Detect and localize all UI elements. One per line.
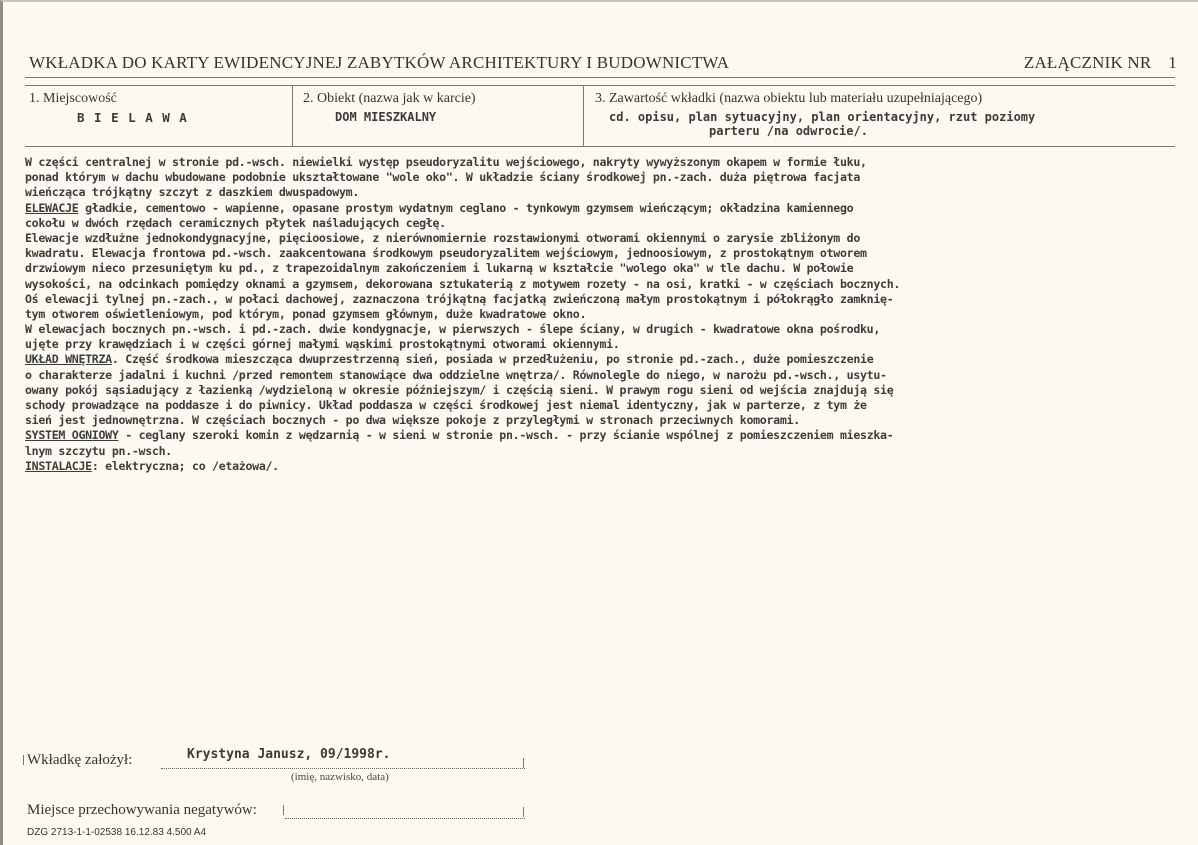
section-heading: UKŁAD WNĘTRZA	[25, 352, 112, 367]
description-line	[25, 246, 1195, 261]
description-text: wieńcząca trójkątny szczyt z daszkiem dwuspadowym.	[25, 185, 360, 200]
description-line	[25, 368, 1195, 383]
section-heading: SYSTEM OGNIOWY	[25, 428, 119, 443]
description-line	[25, 444, 1195, 459]
description-line	[25, 292, 1195, 307]
contents-line-1: cd. opisu, plan sytuacyjny, plan orientacyjny, rzut poziomy	[609, 110, 1036, 124]
field-divider-2	[583, 85, 584, 146]
description-line	[25, 413, 1195, 428]
description-line	[25, 383, 1195, 398]
locality-value: B I E L A W A	[77, 110, 188, 125]
founder-value: Krystyna Janusz, 09/1998r.	[187, 747, 391, 762]
contents-line-2: parteru /na odwrocie/.	[709, 124, 868, 138]
description-line	[25, 459, 1195, 474]
object-label: 2. Obiekt (nazwa jak w karcie)	[303, 91, 476, 106]
annex-label-group	[1024, 53, 1177, 73]
description-text: : elektryczna; co /etażowa/.	[91, 458, 279, 473]
description-line	[25, 170, 1195, 185]
description-line	[25, 398, 1195, 413]
object-value: DOM MIESZKALNY	[335, 110, 437, 124]
description-line	[25, 216, 1195, 231]
description-body	[25, 155, 1195, 474]
description-text: Oś elewacji tylnej pn.-zach., w połaci dachowej, zaznaczona trójkątną facjatką zwieńczoną małym prostokątnym i półokrągło zamknię-	[25, 291, 894, 306]
description-text: - ceglany szeroki komin z wędzarnią - w sieni w stronie pn.-wsch. - przy ścianie wspólnej z pomieszczeniem mieszka-	[118, 428, 894, 443]
description-line	[25, 337, 1195, 352]
contents-label: 3. Zawartość wkładki (nazwa obiektu lub materiału uzupełniającego)	[595, 91, 983, 106]
locality-label: 1. Miejscowość	[29, 91, 117, 106]
description-line	[25, 277, 1195, 292]
description-text: sień jest jednownętrzna. W częściach bocznych - po dwa większe pokoje z przyległymi w stronach przeciwnych komorami.	[25, 413, 800, 428]
description-line	[25, 185, 1195, 200]
description-text: W części centralnej w stronie pd.-wsch. niewielki występ pseudoryzalitu wejściowego, nakryty wywyższonym okapem w formie łuku,	[25, 155, 867, 169]
founder-field-tick-left	[23, 755, 24, 765]
description-text: owany pokój sąsiadujący z łazienką /wydzieloną w okresie późniejszym/ i częścią sieni. W prawym rogu sieni od wejścia znajdują się	[25, 382, 894, 397]
description-text: gładkie, cementowo - wapienne, opasane prostym wydatnym ceglano - tynkowym gzymsem wieńczącym; okładzina kamiennego	[78, 200, 854, 215]
description-line	[25, 322, 1195, 337]
description-text: lnym szczytu pn.-wsch.	[25, 443, 172, 458]
description-text: cokołu w dwóch rzędach ceramicznych płytek naśladujących cegłę.	[25, 215, 446, 230]
negatives-field-tick-left	[283, 805, 284, 815]
description-line	[25, 201, 1195, 216]
field-divider-1	[292, 85, 293, 146]
section-heading: ELEWACJE	[25, 200, 79, 215]
founder-dotted-line	[161, 768, 525, 769]
description-text: kwadratu. Elewacja frontowa pd.-wsch. zaakcentowana środkowym pseudoryzalitem wejściowym, jednoosiowym, z prostokątnym otworem	[25, 246, 867, 261]
description-line	[25, 307, 1195, 322]
fields-bottom-rule	[25, 146, 1175, 147]
annex-label: ZAŁĄCZNIK NR	[1023, 53, 1152, 72]
negatives-label: Miejsce przechowywania negatywów:	[27, 802, 257, 818]
description-text: schody prowadzące na poddasze i do piwnicy. Układ poddasza w części środkowej jest niemal identyczny, jak w parterze, z tym że	[25, 398, 867, 412]
description-text: drzwiowym nieco przesuniętym ku pd., z trapezoidalnym zakończeniem i lukarną w kształcie "wolego oka" w tle dachu. W połowie	[25, 261, 854, 276]
founder-hint: (imię, nazwisko, data)	[291, 771, 389, 783]
description-text: W elewacjach bocznych pn.-wsch. i pd.-zach. dwie kondygnacje, w pierwszych - ślepe ściany, w drugich - kwadratowe okna pośrodku,	[25, 322, 881, 337]
description-line	[25, 261, 1195, 276]
founder-label: Wkładkę założył:	[27, 752, 133, 768]
annex-number: 1	[1168, 53, 1177, 72]
description-line	[25, 155, 1195, 170]
section-heading: INSTALACJE	[25, 458, 92, 473]
print-code: DZG 2713-1-1-02538 16.12.83 4.500 A4	[27, 827, 207, 838]
document-title: WKŁADKA DO KARTY EWIDENCYJNEJ ZABYTKÓW ARCHITEKTURY I BUDOWNICTWA	[29, 53, 730, 72]
description-text: . Część środkowa mieszcząca dwuprzestrzenną sień, posiada w przedłużeniu, po stronie pd.-zach., duże pomieszczenie	[111, 352, 874, 367]
description-line	[25, 352, 1195, 367]
description-line	[25, 231, 1195, 246]
negatives-field-tick-right	[523, 807, 524, 817]
description-text: Elewacje wzdłużne jednokondygnacyjne, pięcioosiowe, z nierównomiernie rozstawionymi otworami okiennymi o zarysie zbliżonym do	[25, 230, 861, 245]
top-rule	[25, 77, 1175, 78]
description-text: tym otworem oświetleniowym, pod którym, ponad gzymsem głównym, duże kwadratowe okno.	[25, 306, 587, 321]
description-text: ujęte przy krawędziach i w części górnej małymi wąskimi prostokątnymi otworami okiennymi.	[25, 337, 620, 352]
negatives-dotted-line	[285, 818, 525, 819]
description-text: wysokości, na odcinkach pomiędzy oknami a gzymsem, dekorowana sztukaterią z motywem rozety - na osi, kratki - w częściach bocznych.	[25, 276, 901, 291]
description-line	[25, 428, 1195, 443]
fields-rule	[25, 85, 1175, 86]
founder-field-tick-right	[523, 758, 524, 768]
description-text: ponad którym w dachu wbudowane podobnie ukształtowane "wole oko". W układzie ściany środkowej pn.-zach. duża piętrowa facjata	[25, 170, 861, 185]
description-text: o charakterze jadalni i kuchni /przed remontem stanowiące dwa oddzielne wnętrza/. Równolegle do niego, w narożu pd.-wsch., usytu-	[25, 367, 887, 382]
